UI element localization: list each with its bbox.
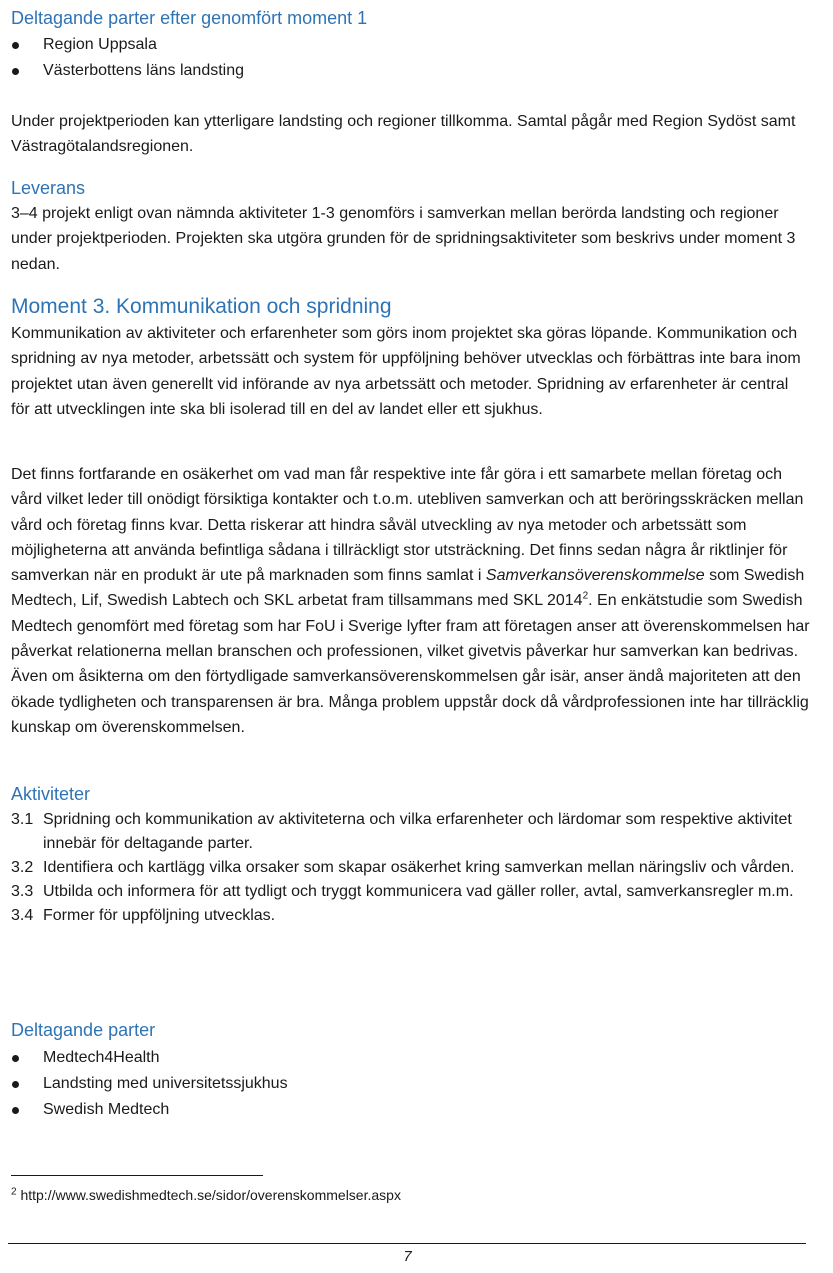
activity-number: 3.1 <box>11 811 34 828</box>
list-item <box>11 1071 811 1097</box>
paragraph-text: som Swedish Medtech, Lif, Swedish Labtech och SKL arbetat fram tillsammans med SKL 2014 <box>11 567 805 610</box>
activity-text: Former för uppföljning utvecklas. <box>43 907 276 924</box>
list-item-text: Swedish Medtech <box>43 1101 170 1118</box>
paragraph-moment3-2 <box>11 462 811 740</box>
bullet-icon <box>12 68 19 75</box>
list-item <box>11 808 811 856</box>
paragraph-projektperiod: Under projektperioden kan ytterligare landsting och regioner tillkomma. Samtal pågår med Region Sydöst samt Västragötalandsregionen. <box>11 113 796 156</box>
page-number: 7 <box>403 1248 412 1265</box>
activity-text: Spridning och kommunikation av aktiviteterna och vilka erfarenheter och lärdomar som respektive aktivitet innebär för deltagande parter. <box>43 811 792 852</box>
heading-deltagande-parter: Deltagande parter <box>11 1020 156 1040</box>
list-item <box>11 1097 811 1123</box>
participants-list-moment1 <box>11 32 811 84</box>
activity-text: Utbilda och informera för att tydligt och tryggt kommunicera vad gäller roller, avtal, samverkansregler m.m. <box>43 883 794 900</box>
heading-leverans: Leverans <box>11 178 86 198</box>
heading-deltagande-parter-moment1: Deltagande parter efter genomfört moment 1 <box>11 8 368 28</box>
footer-separator <box>8 1243 806 1244</box>
footnote-separator <box>11 1175 263 1176</box>
list-item <box>11 1045 811 1071</box>
list-item <box>11 904 811 928</box>
heading-moment3: Moment 3. Kommunikation och spridning <box>11 295 392 318</box>
heading-aktiviteter: Aktiviteter <box>11 784 91 804</box>
list-item <box>11 32 811 58</box>
activity-text: Identifiera och kartlägg vilka orsaker som skapar osäkerhet kring samverkan mellan näringsliv och vården. <box>43 859 795 876</box>
paragraph-moment3-1: Kommunikation av aktiviteter och erfarenheter som görs inom projektet ska göras löpande. Kommunikation och spridning av nya metoder, arbetssätt och system för uppföljning behöver utvecklas och förbättras inte bara inom projektet utan även generellt vid införande av nya arbetssätt och metoder. Spridning av erfarenheter är central för att utvecklingen inte ska bli isolerad till en del av landet eller ett sjukhus. <box>11 325 801 418</box>
paragraph-text: Det finns fortfarande en osäkerhet om vad man får respektive inte får göra i ett samarbete mellan företag och vård vilket leder till onödigt försiktiga kontakter och t.o.m. utebliven samverkan och att beröringsskräcken mellan vård och företag finns kvar. Detta riskerar att hindra såväl utveckling av nya metoder och arbetssätt som möjligheterna att använda befintliga sådana i tillräckligt stor utsträckning. Det finns sedan några år riktlinjer för samverkan när en produkt är ute på marknaden som finns samlat i <box>11 466 804 585</box>
list-item <box>11 856 811 880</box>
activity-number: 3.4 <box>11 907 34 924</box>
footnote <box>11 1186 401 1204</box>
footnote-link[interactable]: http://www.swedishmedtech.se/sidor/overenskommelser.aspx <box>20 1187 401 1203</box>
italic-term: Samverkansöverenskommelse <box>485 567 705 585</box>
participants-list <box>11 1045 811 1123</box>
bullet-icon <box>12 1081 19 1088</box>
paragraph-text: . En enkätstudie som Swedish Medtech genomfört med företag som har FoU i Sverige lyfter fram att företagen anser att överenskommelsen har påverkat relationerna mellan branschen och professionen, vilket givetvis påverkar hur samverkan kan bedrivas. Även om åsikterna om den förtydligade samverkansöverenskommelsen går isär, anser ändå majoriteten att den ökade tydligheten och transparensen är bra. Många problem uppstår dock då vårdprofessionen inte har tillräcklig kunskap om överenskommelsen. <box>11 592 810 736</box>
activity-number: 3.3 <box>11 883 34 900</box>
paragraph-leverans: 3–4 projekt enligt ovan nämnda aktiviteter 1-3 genomförs i samverkan mellan berörda landsting och regioner under projektperioden. Projekten ska utgöra grunden för de spridningsaktiviteter som beskrivs under moment 3 nedan. <box>11 205 796 273</box>
bullet-icon <box>12 1055 19 1062</box>
list-item-text: Region Uppsala <box>43 36 157 53</box>
list-item <box>11 58 811 84</box>
bullet-icon <box>12 42 19 49</box>
footnote-reference: 2 <box>582 591 589 603</box>
bullet-icon <box>12 1107 19 1114</box>
activity-number: 3.2 <box>11 859 34 876</box>
footnote-marker: 2 <box>11 1186 17 1198</box>
list-item <box>11 880 811 904</box>
list-item-text: Medtech4Health <box>43 1049 160 1066</box>
list-item-text: Västerbottens läns landsting <box>43 62 245 79</box>
activities-list <box>11 808 811 928</box>
list-item-text: Landsting med universitetssjukhus <box>43 1075 288 1092</box>
